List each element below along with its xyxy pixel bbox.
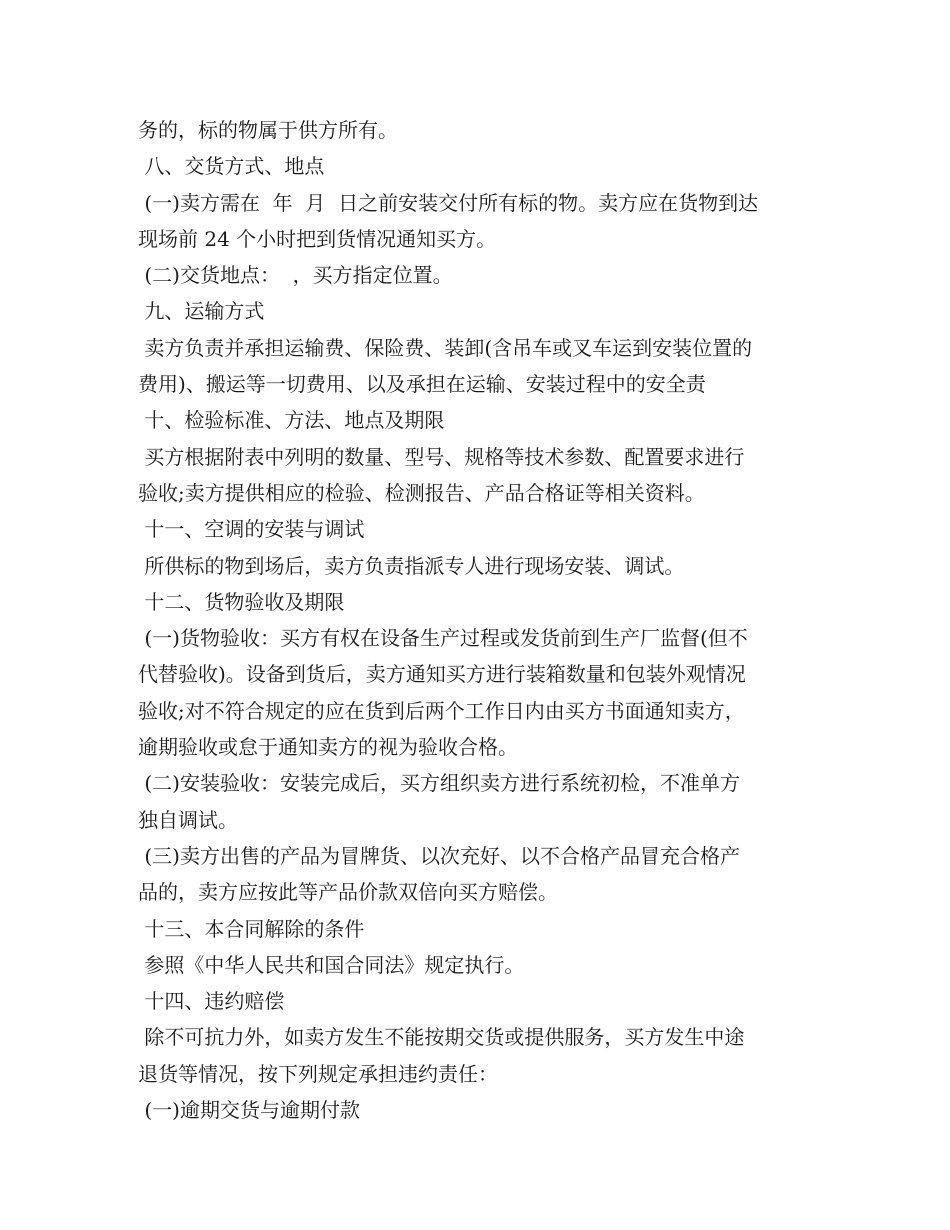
text-line: 验收;对不符合规定的应在货到后两个工作日内由买方书面通知卖方，: [138, 698, 745, 723]
text-line: 代替验收)。设备到货后，卖方通知买方进行装箱数量和包装外观情况: [138, 662, 746, 687]
text-line: (一)货物验收：买方有权在设备生产过程或发货前到生产厂监督(但不: [138, 626, 748, 651]
text-line: 退货等情况，按下列规定承担违约责任：: [138, 1061, 498, 1086]
section-heading: 十三、本合同解除的条件: [138, 916, 365, 941]
text-line: (二)安装验收：安装完成后，买方组织卖方进行系统初检，不准单方: [138, 771, 740, 796]
document-body: [138, 112, 818, 1128]
text-line: (二)交货地点： ，买方指定位置。: [138, 263, 453, 288]
text-line: 参照《中华人民共和国合同法》规定执行。: [138, 952, 525, 977]
section-heading: 八、交货方式、地点: [138, 154, 325, 179]
text-line: (一)卖方需在 年 月 日之前安装交付所有标的物。卖方应在货物到达: [138, 190, 759, 215]
section-heading: 十、检验标准、方法、地点及期限: [138, 408, 445, 433]
text-line: 务的，标的物属于供方所有。: [138, 118, 398, 142]
section-heading: 十二、货物验收及期限: [138, 589, 345, 614]
text-line: 品的，卖方应按此等产品价款双倍向买方赔偿。: [138, 880, 558, 905]
text-line: 买方根据附表中列明的数量、型号、规格等技术参数、配置要求进行: [138, 444, 745, 469]
text-line: 除不可抗力外，如卖方发生不能按期交货或提供服务，买方发生中途: [138, 1025, 745, 1050]
text-line: 逾期验收或怠于通知卖方的视为验收合格。: [138, 735, 518, 760]
text-line: 所供标的物到场后，卖方负责指派专人进行现场安装、调试。: [138, 553, 685, 578]
text-line: 独自调试。: [138, 807, 238, 832]
section-heading: 十四、违约赔偿: [138, 989, 285, 1014]
text-line: 验收;卖方提供相应的检验、检测报告、产品合格证等相关资料。: [138, 480, 705, 505]
section-heading: 十一、空调的安装与调试: [138, 517, 365, 542]
section-heading: 九、运输方式: [138, 299, 265, 324]
text-line: 现场前 24 个小时把到货情况通知买方。: [138, 226, 497, 251]
text-line: (三)卖方出售的产品为冒牌货、以次充好、以不合格产品冒充合格产: [138, 843, 740, 868]
text-line: (一)逾期交货与逾期付款: [138, 1098, 360, 1123]
text-line: 卖方负责并承担运输费、保险费、装卸(含吊车或叉车运到安装位置的: [138, 335, 753, 360]
text-line: 费用)、搬运等一切费用、以及承担在运输、安装过程中的安全责: [138, 372, 706, 397]
